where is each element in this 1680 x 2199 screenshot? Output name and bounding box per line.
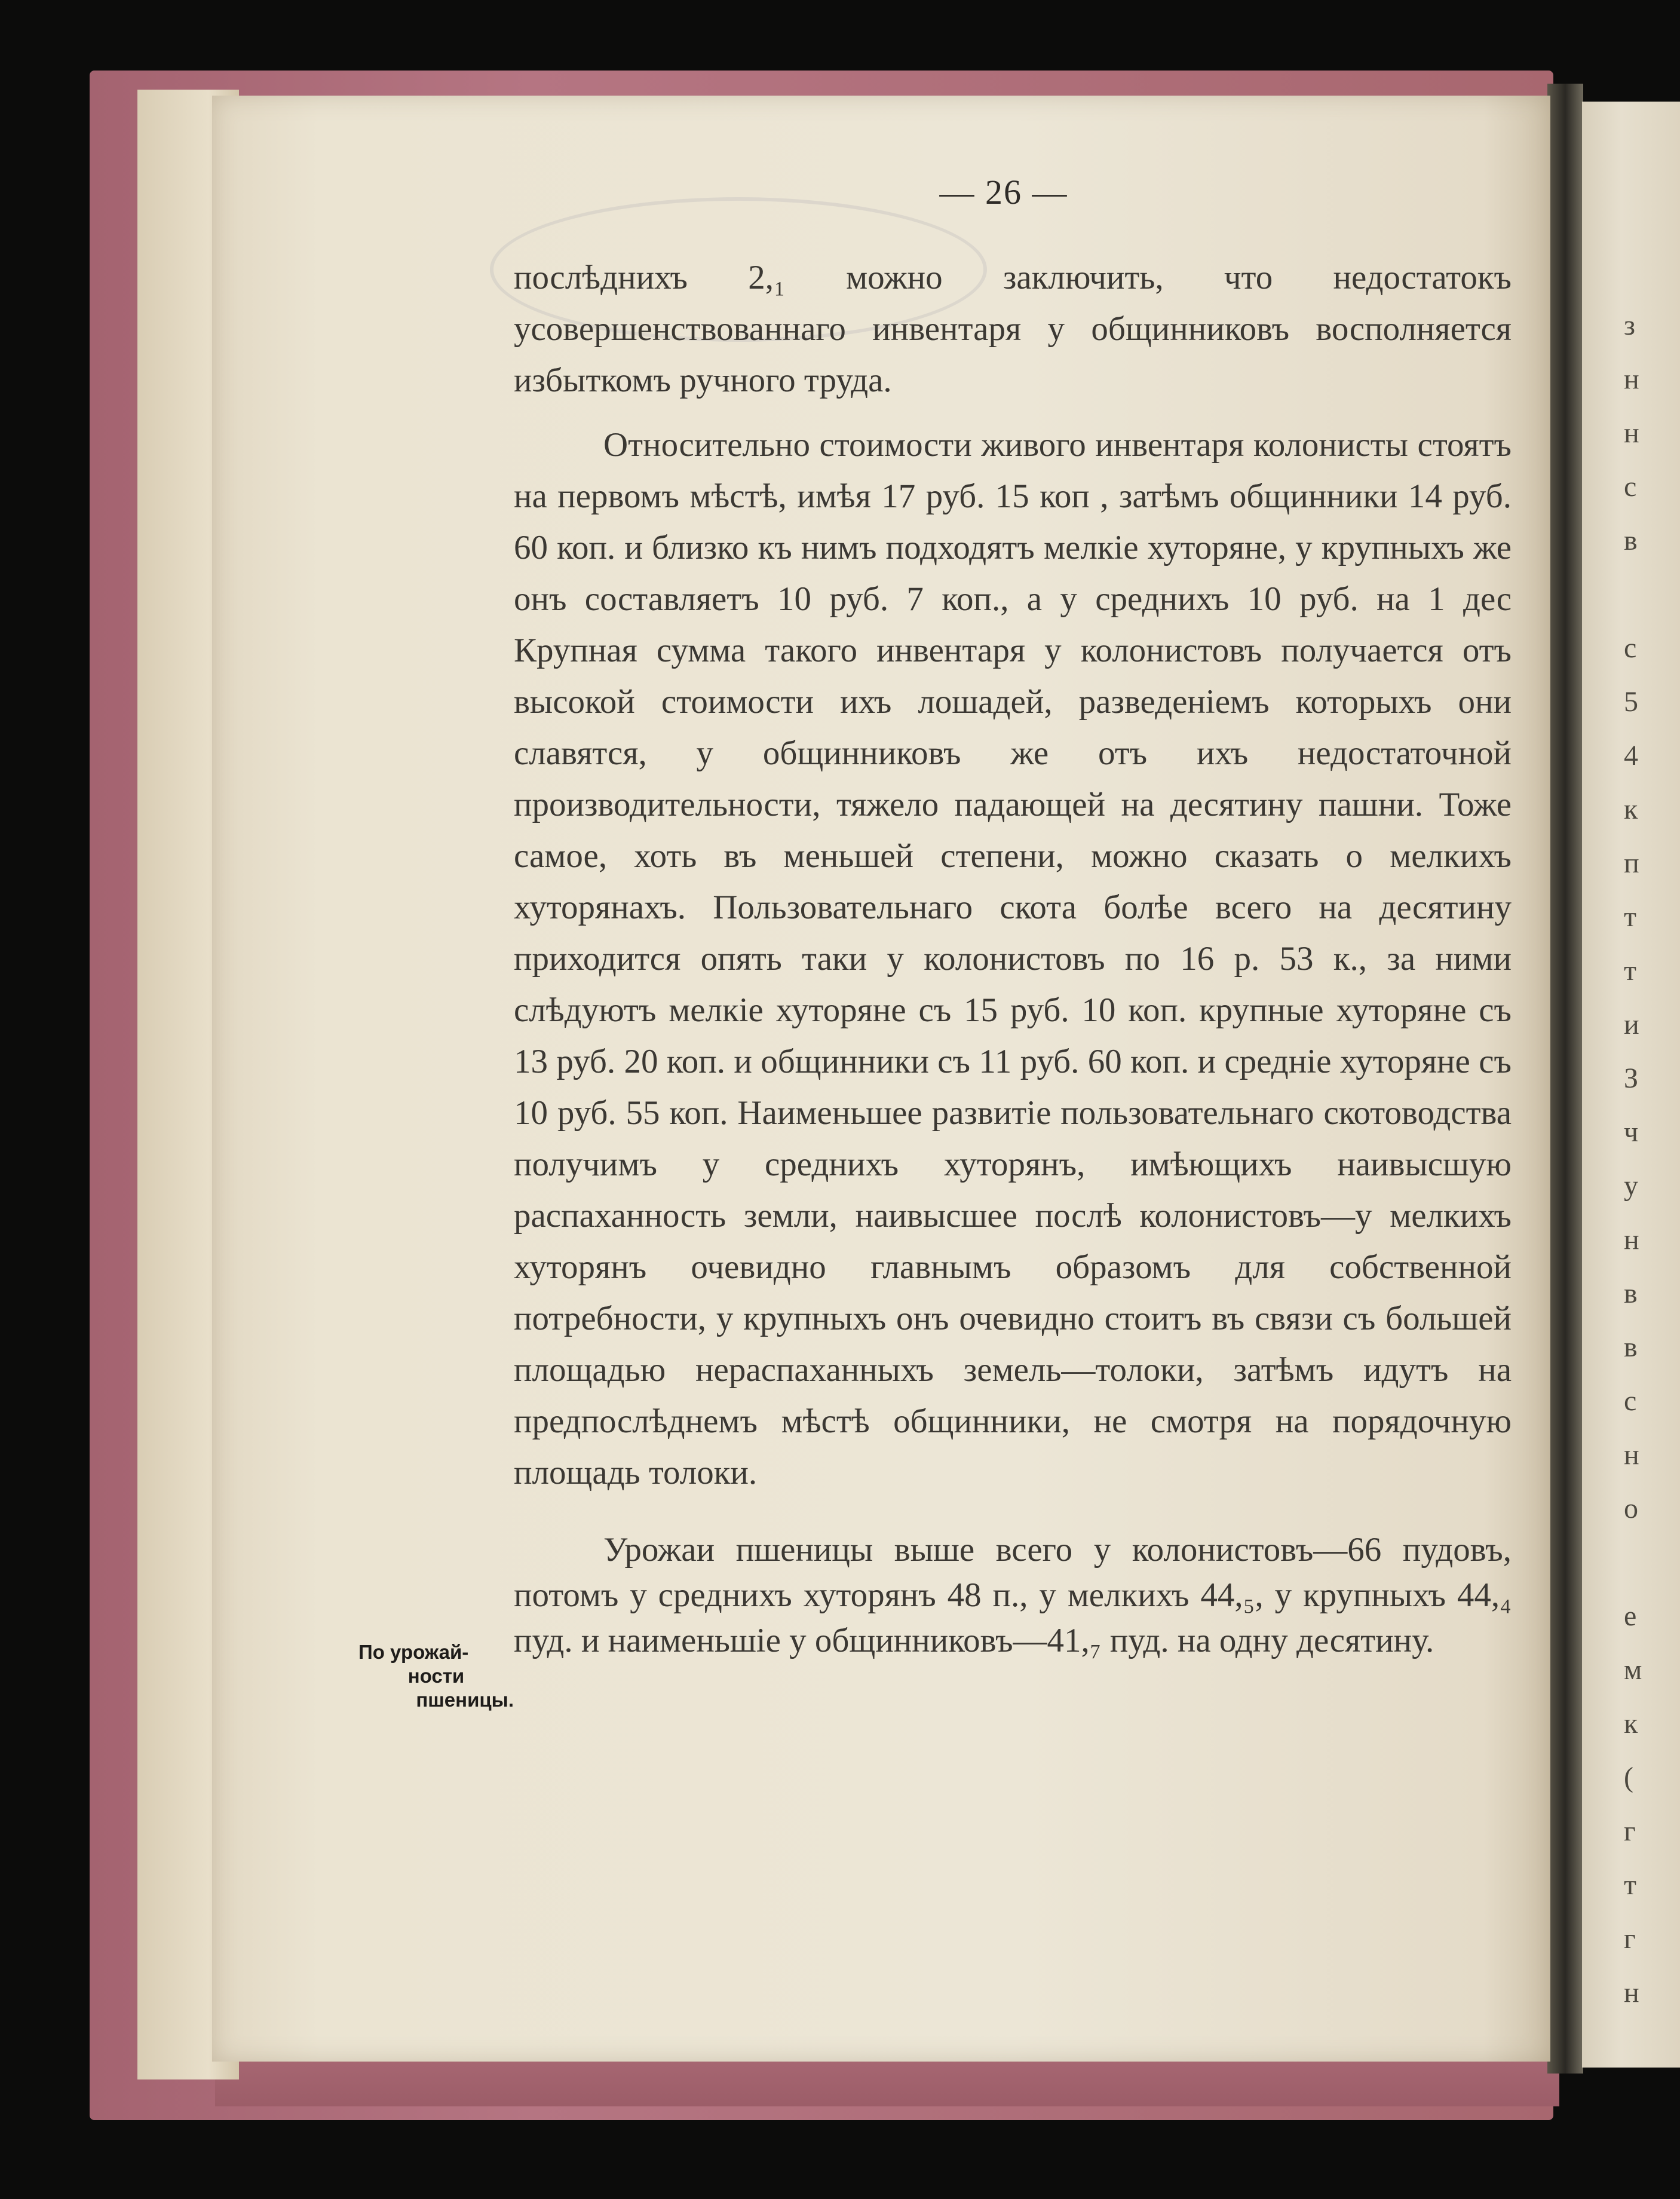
facing-letter: н — [1624, 363, 1639, 395]
book-gutter — [1547, 84, 1583, 2074]
facing-letter: н — [1624, 417, 1639, 449]
margin-note-line: пшеницы. — [416, 1689, 514, 1711]
facing-letter: к — [1624, 794, 1638, 825]
facing-page-letters — [1624, 299, 1660, 2020]
margin-note — [358, 1640, 514, 1712]
facing-letter: с — [1624, 1385, 1637, 1417]
paragraph: Относительно стоимости живого инвентаря колонисты стоятъ на первомъ мѣстѣ, имѣя 17 руб. 15 коп , затѣмъ общинники 14 руб. 60 коп. и близко къ нимъ подходятъ мелкіе хуторяне, у крупныхъ же онъ составляетъ 10 руб. 7 коп., а у среднихъ 10 руб. на 1 дес Крупная сумма такого инвентаря у колонистовъ получается отъ высокой стоимости ихъ лошадей, разведеніемъ которыхъ они славятся, у общинниковъ же отъ ихъ недостаточной производительности, тяжело падающей на десятину пашни. Тоже самое, хоть въ меньшей степени, можно сказать о мелкихъ хуторянахъ. Пользовательнаго скота болѣе всего на десятину приходится опять таки у колонистовъ по 16 р. 53 к., за ними слѣдуютъ мелкіе хуторяне съ 15 руб. 10 коп. крупные хуторяне съ 13 руб. 20 коп. и общинники съ 11 руб. 60 коп. и средніе хуторяне съ 10 руб. 55 коп. Наименьшее развитіе пользовательнаго скотоводства получимъ у среднихъ хуторянъ, имѣющихъ наивысшую распаханность земли, наивысшее послѣ колонистовъ—у мелкихъ хуторянъ очевидно главнымъ образомъ для собственной потребности, у крупныхъ онъ очевидно стоитъ въ связи съ большей площадью нераспаханныхъ земель—толоки, затѣмъ идутъ на предпослѣднемъ мѣстѣ общинники, не смотря на порядочную площадь толоки. — [514, 426, 1512, 1491]
facing-letter: з — [1624, 310, 1635, 341]
facing-letter: н — [1624, 1439, 1639, 1471]
facing-letter: п — [1624, 847, 1639, 879]
facing-letter: т — [1624, 955, 1636, 987]
facing-letter: в — [1624, 525, 1638, 556]
facing-letter: т — [1624, 901, 1636, 933]
facing-letter: н — [1624, 1224, 1639, 1255]
facing-letter: с — [1624, 471, 1637, 503]
facing-letter: в — [1624, 1278, 1638, 1309]
facing-letter: в — [1624, 1331, 1638, 1363]
facing-letter — [1624, 568, 1660, 621]
facing-letter: ( — [1624, 1762, 1633, 1793]
facing-letter: к — [1624, 1708, 1638, 1739]
margin-note-line: ности — [407, 1665, 465, 1687]
paragraph: Урожаи пшеницы выше всего у колонистовъ—66 пудовъ, потомъ у среднихъ хуторянъ 48 п., у мелкихъ 44,₅, у крупныхъ 44,₄ пуд. и наименьшіе у общинниковъ—41,₇ пуд. на одну десятину. — [514, 1531, 1512, 1659]
margin-note-line: По урожай- — [358, 1641, 469, 1663]
facing-letter: с — [1624, 632, 1637, 664]
facing-letter: м — [1624, 1654, 1642, 1686]
facing-letter: г — [1624, 1815, 1636, 1847]
facing-letter: о — [1624, 1493, 1638, 1524]
facing-letter: т — [1624, 1869, 1636, 1901]
facing-letter: е — [1624, 1600, 1637, 1632]
page-body — [514, 252, 1512, 1664]
facing-letter: н — [1624, 1977, 1639, 2008]
facing-letter: ч — [1624, 1116, 1639, 1148]
page-number: — 26 — — [939, 173, 1068, 212]
facing-page — [1582, 102, 1680, 2068]
paragraph: послѣднихъ 2,₁ можно заключить, что недостатокъ усовершенствованнаго инвентаря у общинниковъ восполняется избыткомъ ручного труда. — [514, 259, 1512, 399]
facing-letter: З — [1624, 1062, 1639, 1094]
facing-letter: г — [1624, 1923, 1636, 1955]
facing-letter: 5 — [1624, 686, 1638, 718]
facing-letter: у — [1624, 1170, 1638, 1202]
facing-letter: и — [1624, 1009, 1639, 1040]
facing-letter: 4 — [1624, 740, 1638, 771]
facing-letter — [1624, 1536, 1660, 1589]
